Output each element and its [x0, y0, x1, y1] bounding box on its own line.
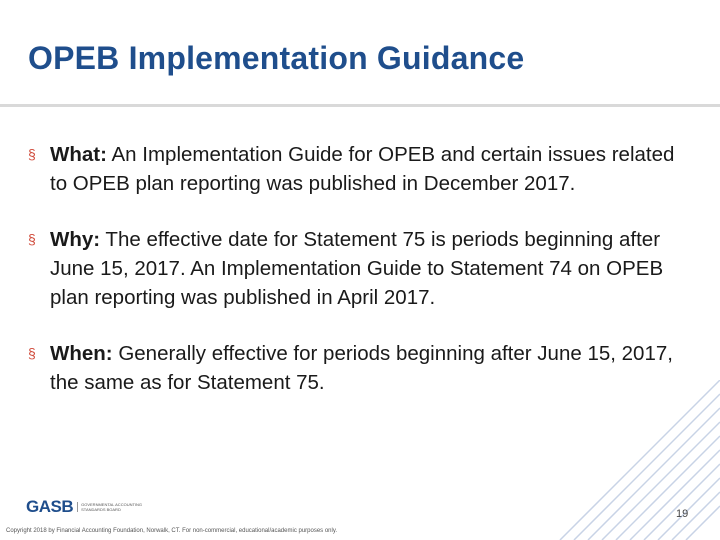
- bullet-lead: What:: [50, 143, 107, 166]
- bullet-what: [28, 140, 688, 198]
- bullet-text: The effective date for Statement 75 is periods beginning after June 15, 2017. An Implementation Guide to Statement 74 on OPEB plan reporting was published in April 2017.: [50, 228, 664, 309]
- page-number: 19: [676, 508, 689, 520]
- copyright-footer: Copyright 2018 by Financial Accounting Foundation, Norwalk, CT. For non-commercial, educational/academic purposes only.: [6, 528, 338, 534]
- bullet-why: [28, 225, 688, 312]
- bullet-text: An Implementation Guide for OPEB and certain issues related to OPEB plan reporting was published in December 2017.: [50, 143, 675, 195]
- bullet-lead: When:: [50, 342, 113, 365]
- bullet-lead: Why:: [50, 228, 101, 251]
- title-divider: [0, 104, 720, 107]
- bullet-mark-icon: §: [28, 231, 36, 247]
- gasb-logo: [26, 497, 151, 517]
- bullet-mark-icon: §: [28, 345, 36, 361]
- bullet-mark-icon: §: [28, 146, 36, 162]
- corner-stripes-decoration: [520, 380, 720, 540]
- slide-title: OPEB Implementation Guidance: [28, 40, 525, 76]
- bullet-text: Generally effective for periods beginning after June 15, 2017, the same as for Statement 75.: [50, 342, 673, 394]
- logo-subtitle: GOVERNMENTAL ACCOUNTING STANDARDS BOARD: [77, 502, 151, 512]
- logo-text: GASB: [26, 497, 74, 516]
